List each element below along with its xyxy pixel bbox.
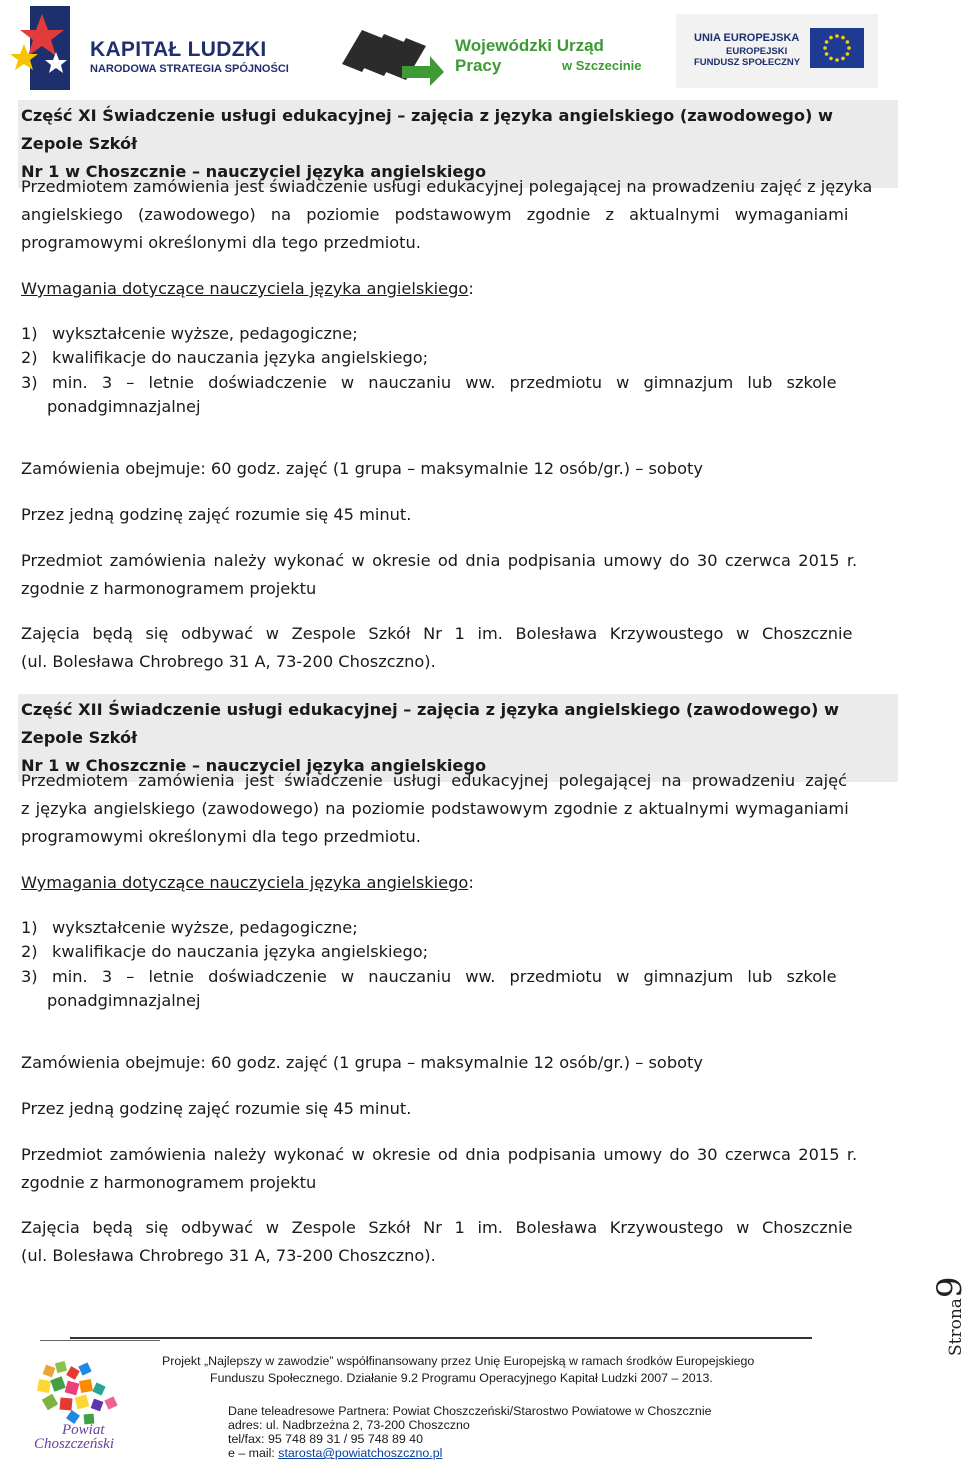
section-12-req-2-text: kwalifikacje do nauczania języka angielskiego;: [52, 942, 429, 961]
eu-fund-line2: FUNDUSZ SPOŁECZNY: [694, 57, 801, 68]
list-number: 1): [21, 918, 38, 937]
section-12-deadline: [21, 1141, 896, 1197]
eu-fund-line1: EUROPEJSKI: [726, 46, 788, 57]
section-11-heading-line1: [21, 102, 893, 158]
section-12-scope: Zamówienia obejmuje: 60 godz. zajęć (1 grupa – maksymalnie 12 osób/gr.) – soboty: [21, 1053, 703, 1072]
wup-logo: [340, 24, 650, 86]
list-number: 2): [21, 348, 38, 367]
powiat-choszczno-logo: [30, 1360, 150, 1456]
section-12-intro-line3: programowymi określonymi dla tego przedmiotu.: [21, 827, 421, 846]
page-number-label: Strona: [946, 1298, 966, 1356]
kapital-ludzki-emblem-icon: [12, 4, 82, 92]
kapital-ludzki-logo: [12, 4, 302, 92]
footer-project-line1: Projekt „Najlepszy w zawodzie” współfinansowany przez Unię Europejską w ramach środków Europejskiego: [162, 1354, 755, 1368]
section-11-deadline: [21, 547, 896, 603]
section-12-requirements-colon: :: [468, 873, 474, 892]
eu-title: UNIA EUROPEJSKA: [694, 32, 800, 44]
list-number: 2): [21, 942, 38, 961]
section-12-req-item-3: [21, 965, 896, 1013]
section-11-intro: [21, 173, 896, 257]
header-logos: [0, 0, 960, 96]
kapital-ludzki-subtitle: NARODOWA STRATEGIA SPÓJNOŚCI: [90, 63, 289, 75]
section-11-intro-line2: angielskiego (zawodowego) na poziomie podstawowym zgodnie z aktualnymi wymaganiami: [21, 205, 849, 224]
section-12-requirements-title-text: Wymagania dotyczące nauczyciela języka angielskiego: [21, 873, 469, 892]
footer-divider-left: [40, 1340, 160, 1341]
section-12-place-line2: (ul. Bolesława Chrobrego 31 A, 73-200 Choszczno).: [21, 1246, 436, 1265]
section-12-hour-definition: Przez jedną godzinę zajęć rozumie się 45 minut.: [21, 1099, 412, 1118]
eu-logo: [676, 14, 878, 88]
powiat-logo-text2: Choszczeński: [34, 1436, 114, 1452]
section-12-req-1-text: wykształcenie wyższe, pedagogiczne;: [52, 918, 358, 937]
list-number: 1): [21, 324, 38, 343]
footer-email-line: [228, 1446, 442, 1461]
section-11-hour-definition: Przez jedną godzinę zajęć rozumie się 45 minut.: [21, 505, 412, 524]
section-12-req-3-continuation: ponadgimnazjalnej: [47, 991, 201, 1010]
section-12-req-item-2: [21, 940, 896, 964]
powiat-logo-text1: Powiat: [62, 1422, 105, 1438]
section-11-intro-line3: programowymi określonymi dla tego przedmiotu.: [21, 233, 421, 252]
list-number: 3): [21, 967, 38, 986]
section-11-heading-line2: Nr 1 w Choszcznie – nauczyciel języka angielskiego: [21, 162, 487, 181]
footer-email-link[interactable]: starosta@powiatchoszczno.pl: [278, 1446, 443, 1460]
section-12-req-3-text: min. 3 – letnie doświadczenie w nauczaniu ww. przedmiotu w gimnazjum lub szkole: [52, 967, 837, 986]
section-11-intro-line1: Przedmiotem zamówienia jest świadczenie usługi edukacyjnej polegającej na prowadzeniu zajęć z języka: [21, 177, 873, 196]
page-number-value: 9: [930, 1276, 970, 1299]
section-11-place-line2: (ul. Bolesława Chrobrego 31 A, 73-200 Choszczno).: [21, 652, 436, 671]
section-12-intro: [21, 767, 896, 851]
footer-partner-line1: Dane teleadresowe Partnera: Powiat Choszczeński/Starostwo Powiatowe w Choszcznie: [228, 1404, 712, 1418]
section-12-intro-line2: z języka angielskiego (zawodowego) na poziomie podstawowym zgodnie z aktualnymi wymaganiami: [21, 799, 849, 818]
section-11-req-3-continuation: ponadgimnazjalnej: [47, 397, 201, 416]
section-12-place-line1: Zajęcia będą się odbywać w Zespole Szkół Nr 1 im. Bolesława Krzywoustego w Choszcznie: [21, 1218, 853, 1237]
section-12-req-item-1: [21, 916, 896, 940]
section-12-requirements-title: [21, 869, 896, 897]
section-11-req-item-2: [21, 346, 896, 370]
powiat-emblem-icon: [30, 1360, 150, 1430]
list-number: 3): [21, 373, 38, 392]
wup-title: Wojewódzki Urząd Pracy: [455, 36, 604, 75]
section-11-heading-text1: Część XI Świadczenie usługi edukacyjnej – zajęcia z języka angielskiego (zawodowego) w Zepole Szkół: [21, 106, 833, 153]
footer-partner-line3: tel/fax: 95 748 89 31 / 95 748 89 40: [228, 1432, 423, 1446]
section-12-place: [21, 1214, 896, 1270]
page-number: [930, 1240, 970, 1356]
section-12-deadline-line1: Przedmiot zamówienia należy wykonać w okresie od dnia podpisania umowy do 30 czerwca 2015 r.: [21, 1145, 858, 1164]
eu-flag-icon: [810, 28, 864, 68]
section-11-req-3-text: min. 3 – letnie doświadczenie w nauczaniu ww. przedmiotu w gimnazjum lub szkole: [52, 373, 837, 392]
section-12-heading-line1: Część XII Świadczenie usługi edukacyjnej – zajęcia z języka angielskiego (zawodowego) w Zepole Szkół: [21, 700, 840, 747]
section-11-req-item-3: [21, 371, 896, 419]
section-11-req-item-1: [21, 322, 896, 346]
section-11-place-line1: Zajęcia będą się odbywać w Zespole Szkół Nr 1 im. Bolesława Krzywoustego w Choszcznie: [21, 624, 853, 643]
section-12-deadline-line2: zgodnie z harmonogramem projektu: [21, 1173, 317, 1192]
section-11-requirements-title-text: Wymagania dotyczące nauczyciela języka angielskiego: [21, 279, 469, 298]
section-12-intro-line1: Przedmiotem zamówienia jest świadczenie usługi edukacyjnej polegającej na prowadzeniu zajęć: [21, 771, 848, 790]
section-11-place: [21, 620, 896, 676]
kapital-ludzki-title: KAPITAŁ LUDZKI: [90, 38, 267, 61]
section-11-req-1-text: wykształcenie wyższe, pedagogiczne;: [52, 324, 358, 343]
section-11-requirements-colon: :: [468, 279, 474, 298]
footer-partner-line2: adres: ul. Nadbrzeżna 2, 73-200 Choszczno: [228, 1418, 470, 1432]
section-11-deadline-line1: Przedmiot zamówienia należy wykonać w okresie od dnia podpisania umowy do 30 czerwca 2015 r.: [21, 551, 858, 570]
wup-subtitle: w Szczecinie: [562, 58, 642, 73]
section-11-deadline-line2: zgodnie z harmonogramem projektu: [21, 579, 317, 598]
wup-emblem-icon: [340, 24, 444, 86]
section-11-scope: Zamówienia obejmuje: 60 godz. zajęć (1 grupa – maksymalnie 12 osób/gr.) – soboty: [21, 459, 703, 478]
footer-project-line2: Funduszu Społecznego. Działanie 9.2 Programu Operacyjnego Kapitał Ludzki 2007 – 2013.: [210, 1371, 713, 1385]
section-11-requirements-title: [21, 275, 896, 303]
footer-email-label: e – mail:: [228, 1446, 279, 1460]
section-12-heading-line2: Nr 1 w Choszcznie – nauczyciel języka angielskiego: [21, 756, 487, 775]
footer-divider: [70, 1337, 812, 1339]
section-11-req-2-text: kwalifikacje do nauczania języka angielskiego;: [52, 348, 429, 367]
